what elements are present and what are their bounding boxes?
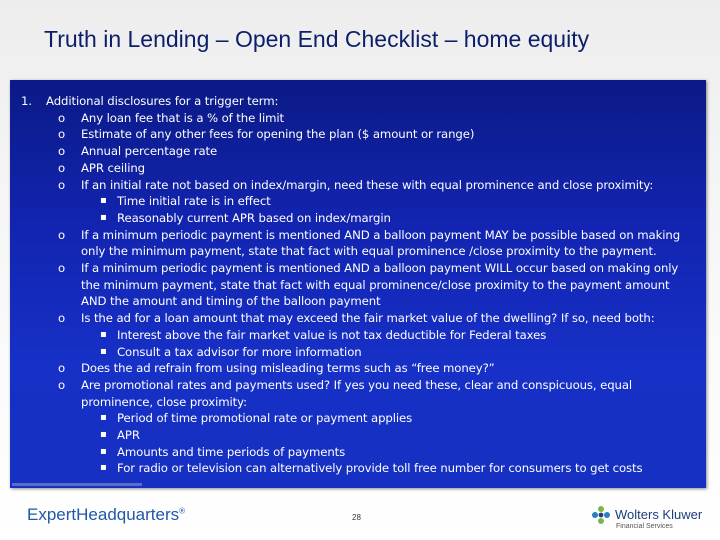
bullet-marker: o [58,177,66,192]
sub-bullet-marker: ▪ [100,429,107,441]
bullet-text: Are promotional rates and payments used? If yes you need these, clear and conspicuous, equal prominence, close proximity: [81,377,633,409]
sub-bullet-text: Interest above the fair market value is not tax deductible for Federal taxes [117,327,547,342]
wolters-kluwer-logo-icon [591,505,611,525]
bullet-text: APR ceiling [81,160,145,175]
bullet-marker: o [58,160,66,175]
logo-text: ExpertHeadquarters [27,505,180,524]
checklist-sub-bullet [10,193,700,210]
checklist-item-1 [10,93,700,110]
checklist-bullet [10,177,700,194]
page-number: 28 [352,513,361,522]
checklist-sub-bullet [10,427,700,444]
checklist-bullet [10,126,700,143]
brand-subtitle: Financial Services [616,523,673,530]
bullet-marker: o [58,311,66,326]
checklist-bullet [10,110,700,127]
bullet-text: If a minimum periodic payment is mentioned AND a balloon payment MAY be possible based on making only the minimum payment, state that fact with equal prominence /close proximity to the payment. [81,227,681,259]
sub-bullet-text: For radio or television can alternatively provide toll free number for consumers to get costs [117,461,643,476]
content-panel [10,80,706,488]
sub-bullet-marker: ▪ [100,211,107,223]
sub-bullet-text: APR [117,428,140,443]
bullet-list [10,110,700,477]
checklist-sub-bullet [10,410,700,427]
sub-bullet-text: Consult a tax advisor for more information [117,344,362,359]
checklist-bullet [10,160,700,177]
bullet-marker: o [58,227,66,242]
bullet-marker: o [58,261,66,276]
checklist-sub-bullet [10,444,700,461]
checklist-bullet [10,377,700,410]
checklist [10,93,700,477]
item-heading: Additional disclosures for a trigger term: [46,94,279,108]
bullet-marker: o [58,361,66,376]
checklist-sub-bullet [10,327,700,344]
sub-bullet-marker: ▪ [100,462,107,474]
bullet-text: Estimate of any other fees for opening the plan ($ amount or range) [81,127,475,142]
checklist-sub-bullet [10,210,700,227]
sub-bullet-marker: ▪ [100,345,107,357]
sub-bullet-marker: ▪ [100,195,107,207]
bullet-text: Any loan fee that is a % of the limit [81,110,285,125]
bullet-text: Does the ad refrain from using misleading terms such as “free money?” [81,361,495,376]
bullet-marker: o [58,377,66,392]
checklist-bullet [10,143,700,160]
sub-bullet-text: Reasonably current APR based on index/margin [117,210,391,225]
page-title: Truth in Lending – Open End Checklist – home equity [44,26,590,52]
bullet-text: Annual percentage rate [81,144,218,159]
bullet-text: If an initial rate not based on index/margin, need these with equal prominence and close proximity: [81,177,654,192]
bullet-text: If a minimum periodic payment is mentioned AND a balloon payment WILL occur based on making only the minimum payment, state that fact with equal prominence/close proximity to the payment amount AND the amount and timing of the balloon payment [81,261,679,309]
checklist-bullet [10,227,700,260]
sub-bullet-marker: ▪ [100,412,107,424]
checklist-sub-bullet [10,460,700,477]
sub-bullet-marker: ▪ [100,328,107,340]
checklist-bullet [10,360,700,377]
logo-trademark: ® [179,506,186,516]
wolters-kluwer-logo [591,505,703,530]
bullet-marker: o [58,127,66,142]
bullet-marker: o [58,144,66,159]
brand-name: Wolters Kluwer [615,507,703,522]
item-number: 1. [21,94,32,108]
sub-bullet-text: Amounts and time periods of payments [117,444,346,459]
checklist-sub-bullet [10,344,700,361]
sub-bullet-text: Period of time promotional rate or payment applies [117,411,413,426]
sub-bullet-marker: ▪ [100,445,107,457]
sub-bullet-text: Time initial rate is in effect [117,194,271,209]
expert-headquarters-logo [27,505,185,525]
bullet-text: Is the ad for a loan amount that may exceed the fair market value of the dwelling? If so, need both: [81,311,655,326]
checklist-bullet [10,260,700,310]
panel-accent-line [12,483,142,486]
checklist-bullet [10,310,700,327]
bullet-marker: o [58,110,66,125]
